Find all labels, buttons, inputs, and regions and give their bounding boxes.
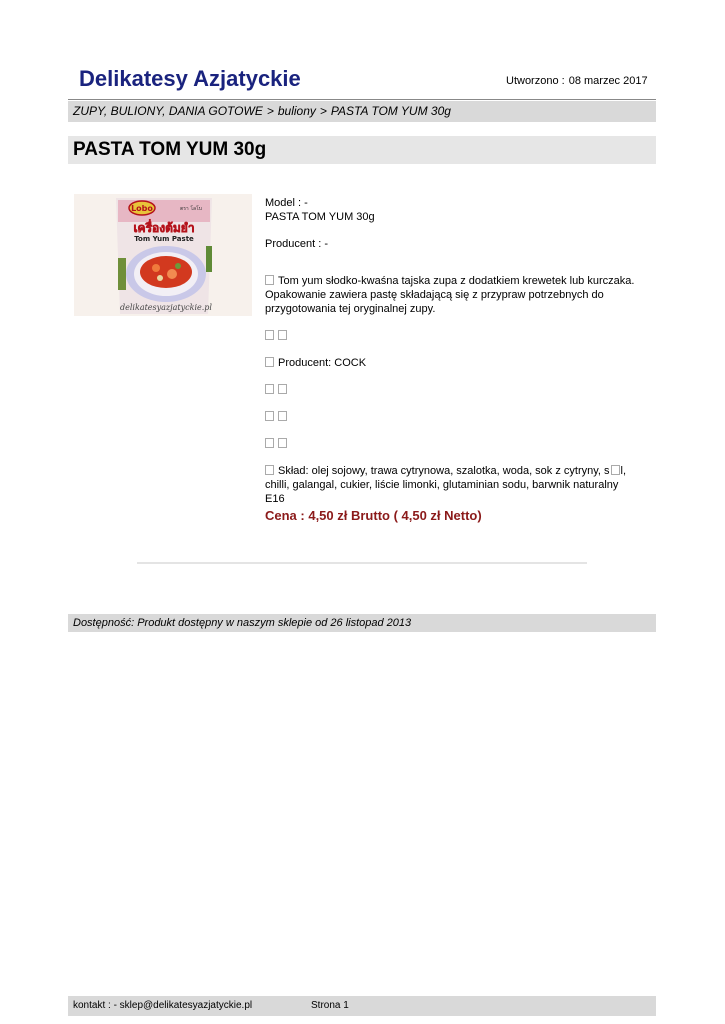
price: Cena : 4,50 zł Brutto ( 4,50 zł Netto) [265,508,482,523]
breadcrumb-item-subcategory[interactable]: buliony [277,104,316,118]
description [265,274,635,316]
missing-glyph-icon [265,438,274,448]
product-name: PASTA TOM YUM 30g [265,211,375,223]
model-label: Model : - [265,197,308,209]
missing-glyph-icon [278,411,287,421]
header-divider [68,99,656,100]
image-watermark: delikatesyazjatyckie.pl [120,303,212,312]
breadcrumb-separator: > [319,104,327,118]
created-date [506,75,648,87]
availability: Dostępność: Produkt dostępny w naszym sklepie od 26 listopad 2013 [68,614,656,632]
footer-contact: kontakt : - sklep@delikatesyazjatyckie.pl [73,1000,253,1011]
missing-glyph-icon [265,357,274,367]
package-thai-title: เครื่องต้มยำ [133,221,195,235]
ingredients-text-end: l, chilli, galangal, cukier, liście limonki, glutaminian sodu, barwnik naturalny E16 [265,465,627,505]
breadcrumb-separator: > [266,104,274,118]
missing-glyph-icon [278,438,287,448]
footer [68,996,656,1016]
created-label: Utworzono : [506,75,565,87]
producer-label: Producent : - [265,238,328,250]
missing-glyph-icon [265,330,274,340]
ingredients-text-start: Skład: olej sojowy, trawa cytrynowa, szalotka, woda, sok z cytryny, s [278,465,610,477]
product-image [74,194,252,316]
breadcrumb-item-category[interactable]: ZUPY, BULIONY, DANIA GOTOWE [73,104,263,118]
missing-glyph-icon [611,465,620,475]
package-subtitle: Tom Yum Paste [134,235,194,243]
missing-glyph-icon [265,465,274,475]
page-number: Strona 1 [311,1000,349,1011]
missing-glyph-icon [278,330,287,340]
empty-line [265,410,635,424]
ingredients [265,464,635,506]
content-divider [137,562,587,564]
empty-line [265,383,635,397]
empty-line [265,329,635,343]
package-thai-small: ตรา โลโบ [180,206,202,212]
missing-glyph-icon [265,275,274,285]
producer-line-text: Producent: COCK [278,357,367,369]
empty-line [265,437,635,451]
product-package-illustration [74,194,252,316]
description-text: Tom yum słodko-kwaśna tajska zupa z dodatkiem krewetek lub kurczaka. Opakowanie zawiera pastę składającą się z przypraw potrzebnych do przygotowania tej oryginalnej zupy. [265,275,635,315]
missing-glyph-icon [265,384,274,394]
breadcrumb [68,101,656,122]
site-title: Delikatesy Azjatyckie [79,66,301,91]
producer-line [265,356,635,370]
created-value: 08 marzec 2017 [568,75,648,87]
missing-glyph-icon [265,411,274,421]
brand-logo: Lobo [131,204,153,213]
product-details [265,196,635,523]
missing-glyph-icon [278,384,287,394]
product-title: PASTA TOM YUM 30g [68,136,656,164]
breadcrumb-item-product[interactable]: PASTA TOM YUM 30g [330,104,451,118]
